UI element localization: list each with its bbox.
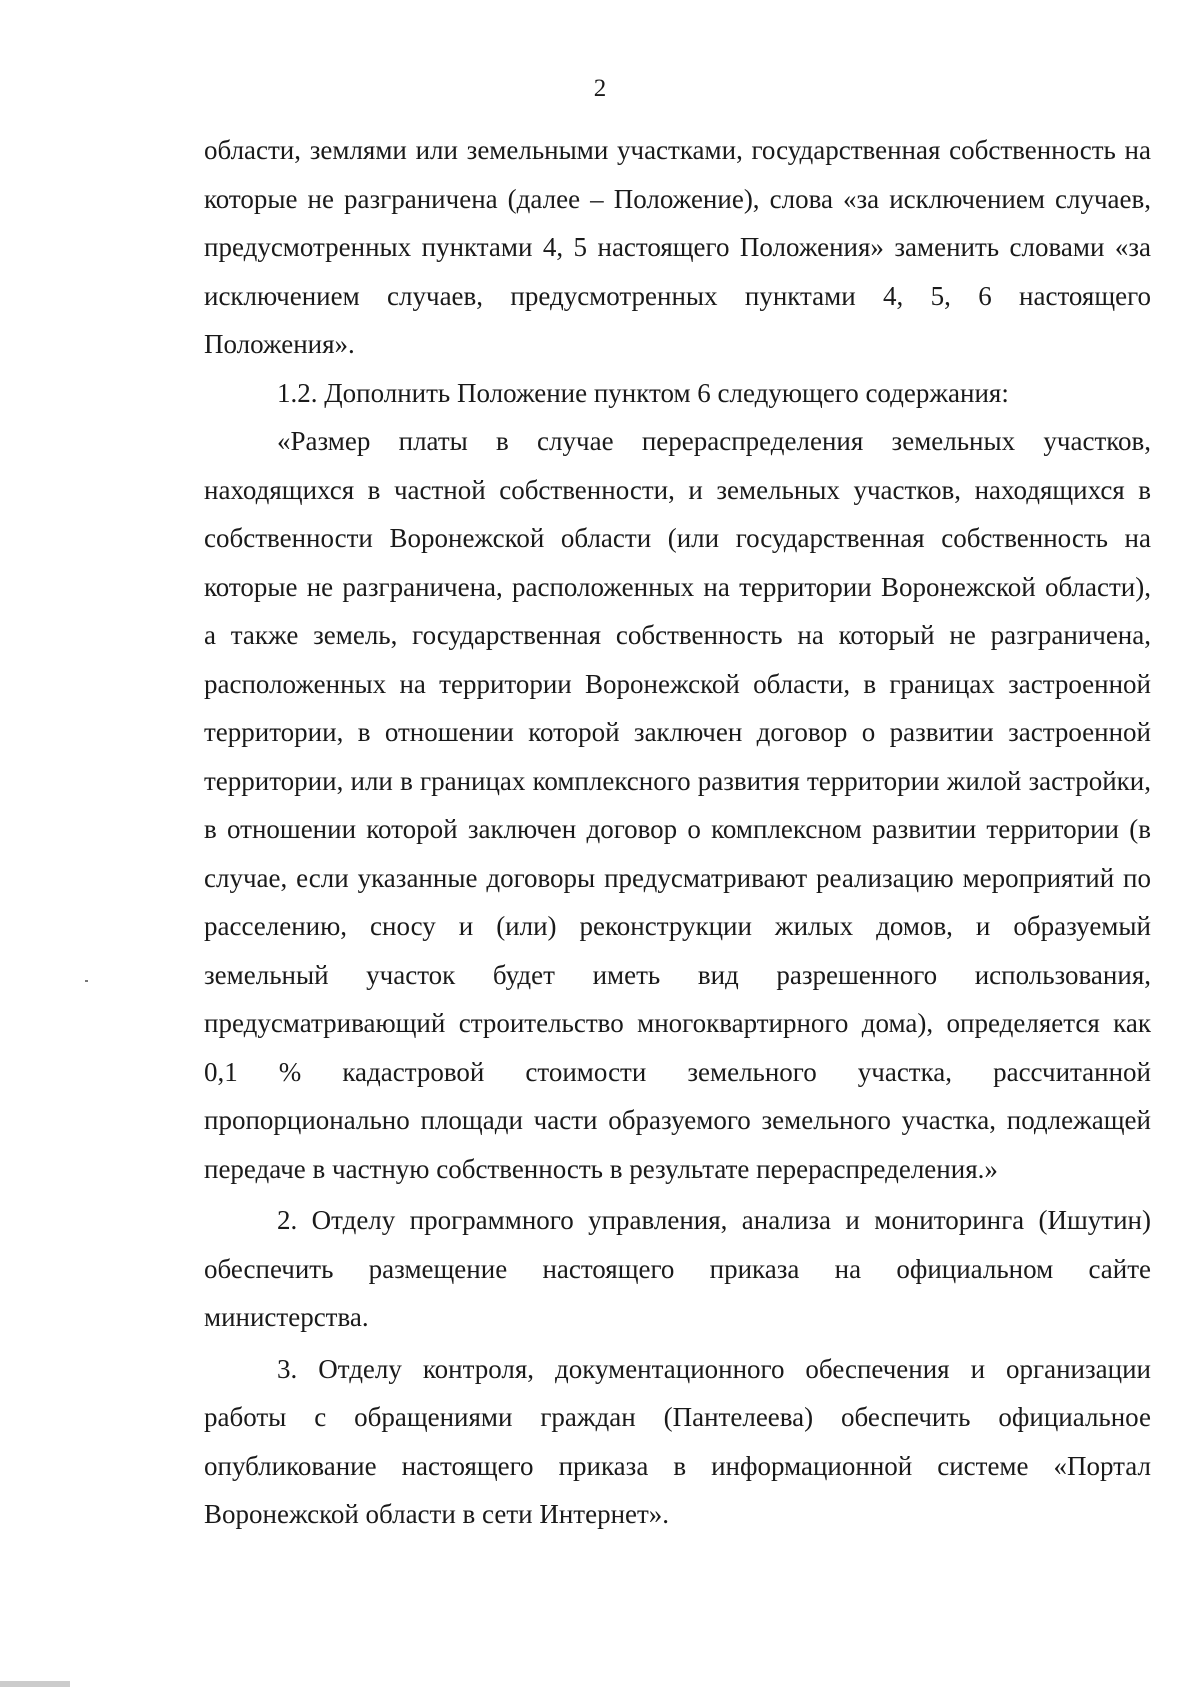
scan-artifact	[85, 980, 88, 982]
paragraph-item-1-2: 1.2. Дополнить Положение пунктом 6 следующего содержания:	[277, 377, 1009, 408]
paragraph-quoted-clause-6: «Размер платы в случае перераспределения земельных участков, находящихся в частной собственности, и земельных участков, находящихся в собственности Воронежской области (или государственная собственность на которые не разграничена, расположенных на территории Воронежской области), а также земель, государственная собственность на который не разграничена, расположенных на территории Воронежской области, в границах застроенной территории, в отношении которой заключен договор о развитии застроенной территории, или в границах комплексного развития территории жилой застройки, в отношении которой заключен договор о комплексном развитии территории (в случае, если указанные договоры предусматривают реализацию мероприятий по расселению, сносу и (или) реконструкции жилых домов, и образуемый земельный участок будет иметь вид разрешенного использования, предусматривающий строительство многоквартирного дома), определяется как 0,1 % кадастровой стоимости земельного участка, рассчитанной пропорционально площади части образуемого земельного участка, подлежащей передаче в частную собственность в результате перераспределения.»	[204, 426, 1151, 1184]
document-body	[204, 126, 1151, 1539]
scan-edge-artifact	[0, 1681, 70, 1687]
paragraph-continuation: области, землями или земельными участками, государственная собственность на которые не разграничена (далее – Положение), слова «за исключением случаев, предусмотренных пунктами 4, 5 настоящего Положения» заменить словами «за исключением случаев, предусмотренных пунктами 4, 5, 6 настоящего Положения».	[204, 135, 1151, 359]
page-number: 2	[593, 75, 607, 102]
paragraph-item-3: 3. Отделу контроля, документационного обеспечения и организации работы с обращениями граждан (Пантелеева) обеспечить официальное опубликование настоящего приказа в информационной системе «Портал Воронежской области в сети Интернет».	[204, 1353, 1151, 1529]
paragraph-item-2: 2. Отделу программного управления, анализа и мониторинга (Ишутин) обеспечить размещение настоящего приказа на официальном сайте министерства.	[204, 1205, 1151, 1332]
